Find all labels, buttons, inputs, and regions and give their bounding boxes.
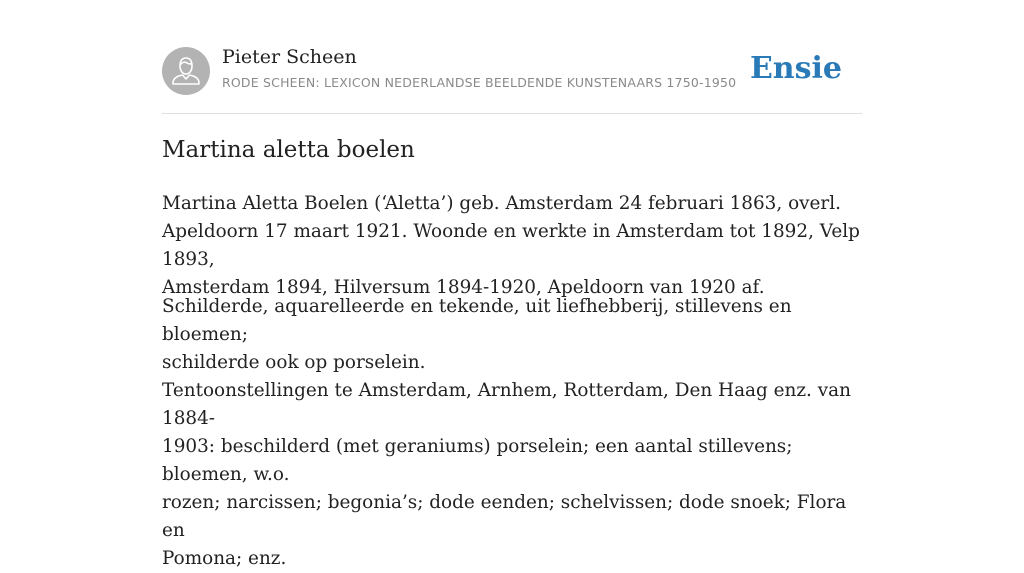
article-title: Martina aletta boelen xyxy=(162,137,415,163)
article-header xyxy=(162,46,862,96)
header-divider xyxy=(162,113,862,114)
article-paragraph: Schilderde, aquarelleerde en tekende, uit liefhebberij, stillevens en bloemen; schilderde ook op porselein. xyxy=(162,296,792,373)
author-name[interactable]: Pieter Scheen xyxy=(222,46,357,68)
source-label[interactable]: RODE SCHEEN: LEXICON NEDERLANDSE BEELDENDE KUNSTENAARS 1750-1950 xyxy=(222,75,737,90)
article-paragraph: Martina Aletta Boelen (‘Aletta’) geb. Amsterdam 24 februari 1863, overl. Apeldoorn 17 maart 1921. Woonde en werkte in Amsterdam tot 1892, Velp 1893, Amsterdam 1894, Hilversum 1894-1920, Apeldoorn van 1920 af. xyxy=(162,193,860,298)
article-paragraph: Tentoonstellingen te Amsterdam, Arnhem, Rotterdam, Den Haag enz. van 1884- 1903: beschilderd (met geraniums) porselein; een aantal stillevens; bloemen, w.o. rozen; narcissen; begonia’s; dode eenden; schelvissen; dode snoek; Flora en Pomona; enz. xyxy=(162,380,851,569)
user-avatar-icon[interactable] xyxy=(162,47,210,95)
ensie-logo-link[interactable]: Ensie xyxy=(749,51,842,86)
